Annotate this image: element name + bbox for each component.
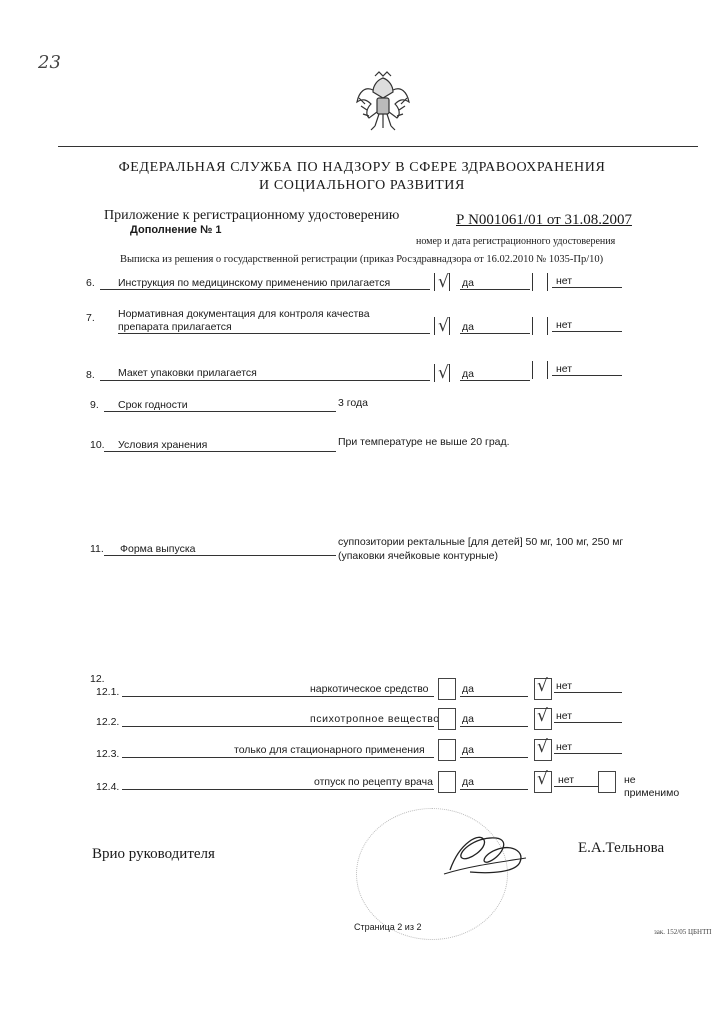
yes-checkbox[interactable] <box>438 739 456 761</box>
no-label: нет <box>556 363 573 375</box>
header-divider <box>58 146 698 147</box>
yes-label: да <box>462 368 474 380</box>
not-applicable-checkbox[interactable] <box>598 771 616 793</box>
signatory-position: Врио руководителя <box>92 846 215 862</box>
item-label: Срок годности <box>118 399 188 411</box>
yes-label: да <box>462 713 474 725</box>
agency-title-line1: ФЕДЕРАЛЬНАЯ СЛУЖБА ПО НАДЗОРУ В СФЕРЕ ЗДРАВООХРАНЕНИЯ <box>118 160 606 175</box>
yes-label: да <box>462 776 474 788</box>
annex-title: Приложение к регистрационному удостоверению <box>104 208 400 223</box>
yes-label: да <box>462 321 474 333</box>
sub-item-number: 12.3. <box>96 748 120 760</box>
footer-code: зак. 152/05 ЦБНТП <box>654 928 712 936</box>
check-mark-icon: √ <box>537 706 548 726</box>
item-number: 8. <box>86 369 95 381</box>
check-mark-icon: √ <box>438 316 449 336</box>
no-label: нет <box>558 774 575 786</box>
item-number: 6. <box>86 277 95 289</box>
dosage-form-value-line1: суппозитории ректальные [для детей] 50 мг, 100 мг, 250 мг <box>338 536 624 548</box>
page-label: Страница 2 из 2 <box>354 922 422 932</box>
item-number: 11. <box>90 543 104 555</box>
check-mark-icon: √ <box>438 363 449 383</box>
item-number: 7. <box>86 312 95 324</box>
shelf-life-value: 3 года <box>338 397 368 409</box>
check-mark-icon: √ <box>537 676 548 696</box>
item-number: 9. <box>90 399 99 411</box>
storage-conditions-value: При температуре не выше 20 град. <box>338 436 510 448</box>
item-label: Инструкция по медицинскому применению прилагается <box>118 277 391 289</box>
no-label: нет <box>556 275 573 287</box>
sub-item-number: 12.1. <box>96 686 120 698</box>
item-label-line1: Нормативная документация для контроля качества <box>118 308 370 320</box>
extract-note: Выписка из решения о государственной регистрации (приказ Росздравнадзора от 16.02.2010 № 1035-Пр/10) <box>120 254 604 265</box>
sub-item-number: 12.4. <box>96 781 120 793</box>
sub-item-number: 12.2. <box>96 716 120 728</box>
item-label: Форма выпуска <box>120 543 196 555</box>
item-label: Макет упаковки прилагается <box>118 367 257 379</box>
yes-label: да <box>462 683 474 695</box>
item-number: 10. <box>90 439 105 451</box>
no-label: нет <box>556 741 573 753</box>
no-checkbox[interactable] <box>532 317 548 335</box>
no-label: нет <box>556 680 573 692</box>
handwritten-page-number: 23 <box>38 52 61 73</box>
not-applicable-label-line2: применимо <box>624 787 680 799</box>
no-label: нет <box>556 710 573 722</box>
handwritten-signature <box>440 822 530 882</box>
yes-label: да <box>462 277 474 289</box>
check-mark-icon: √ <box>438 272 449 292</box>
annex-subtitle: Дополнение № 1 <box>130 224 222 236</box>
item-label-line2: препарата прилагается <box>118 321 232 333</box>
sub-item-label: отпуск по рецепту врача <box>314 776 433 788</box>
not-applicable-label-line1: не <box>624 774 636 786</box>
agency-title-line2: И СОЦИАЛЬНОГО РАЗВИТИЯ <box>259 178 465 193</box>
coat-of-arms-icon <box>353 68 413 134</box>
sub-item-label: наркотическое средство <box>310 683 429 695</box>
no-label: нет <box>556 319 573 331</box>
yes-checkbox[interactable] <box>438 708 456 730</box>
section-number: 12. <box>90 673 105 685</box>
registration-number: Р N001061/01 от 31.08.2007 <box>456 212 632 228</box>
sub-item-label: только для стационарного применения <box>234 744 425 756</box>
registration-caption: номер и дата регистрационного удостоверения <box>416 236 616 247</box>
signatory-name: Е.А.Тельнова <box>578 840 665 856</box>
item-label: Условия хранения <box>118 439 208 451</box>
check-mark-icon: √ <box>537 737 548 757</box>
yes-checkbox[interactable] <box>438 678 456 700</box>
dosage-form-value-line2: (упаковки ячейковые контурные) <box>338 550 499 562</box>
check-mark-icon: √ <box>537 769 548 789</box>
sub-item-label: психотропное вещество <box>310 713 440 725</box>
yes-label: да <box>462 744 474 756</box>
no-checkbox[interactable] <box>532 361 548 379</box>
yes-checkbox[interactable] <box>438 771 456 793</box>
no-checkbox[interactable] <box>532 273 548 291</box>
